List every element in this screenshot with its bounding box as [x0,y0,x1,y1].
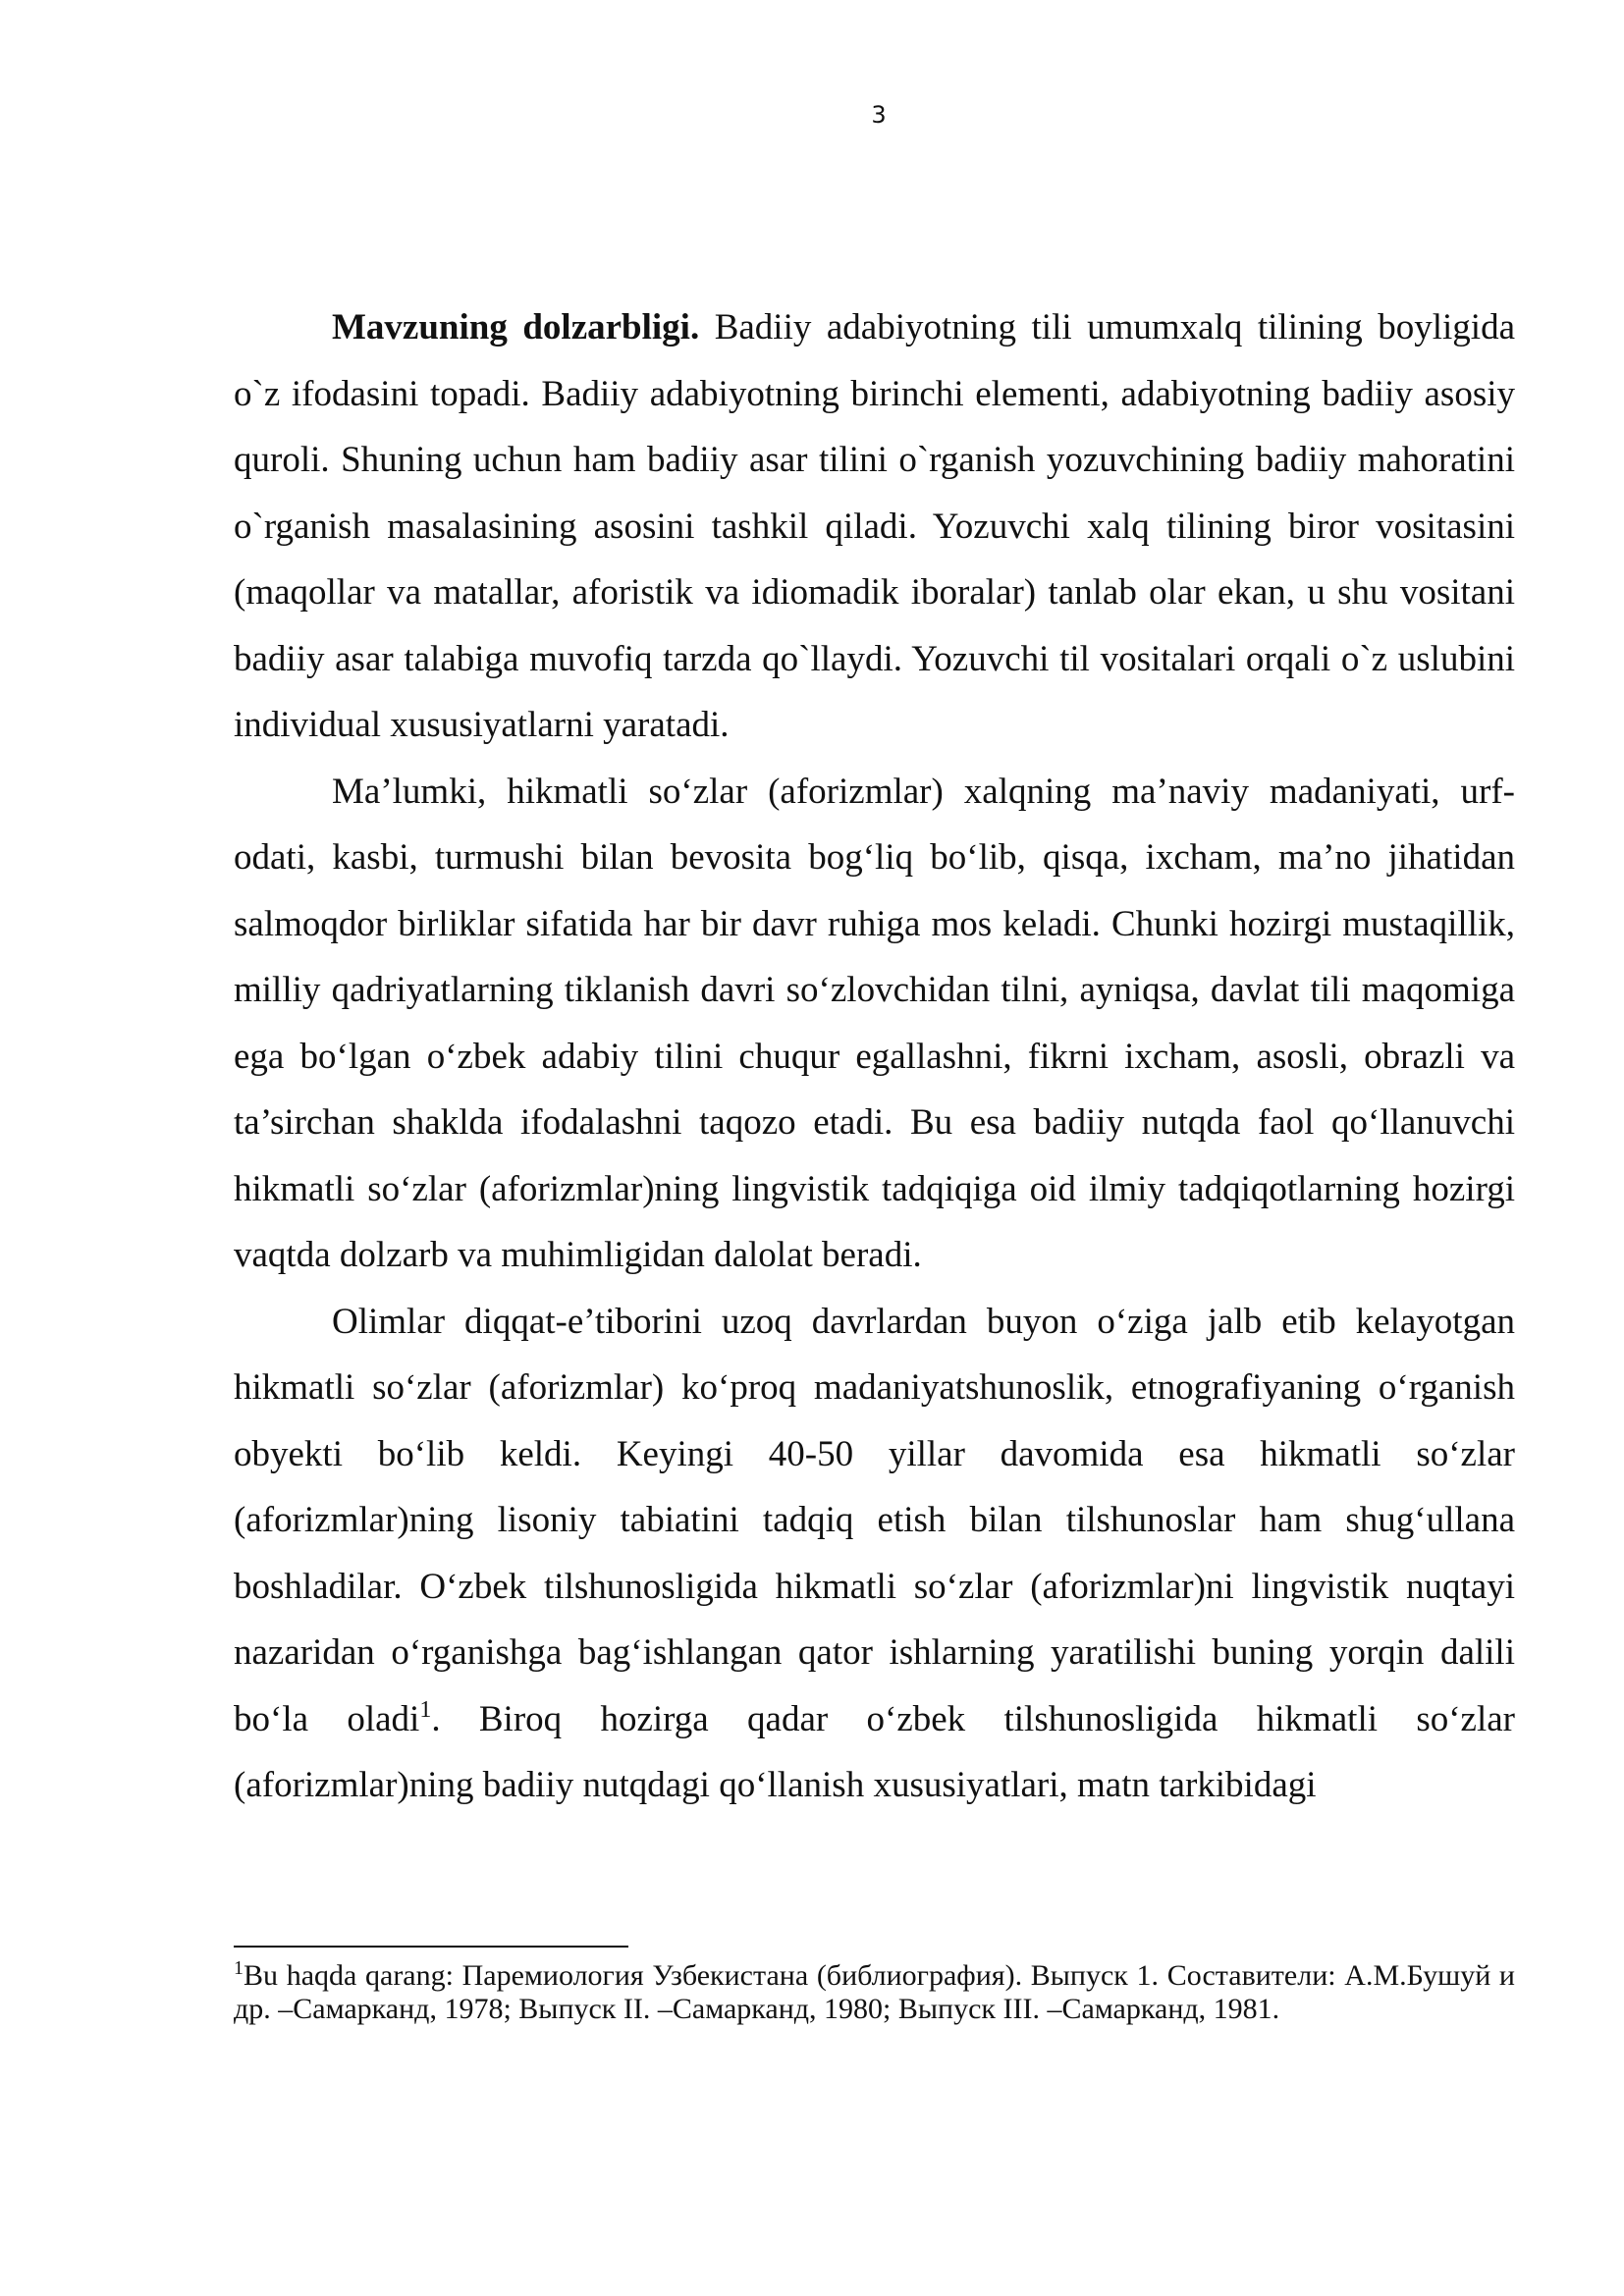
footnote [234,1959,1515,2026]
body-text [234,294,1515,1819]
paragraph-text: . Biroq hozirga qadar o‘zbek tilshunosligida hikmatli so‘zlar (aforizmlar)ning badiiy nutqdagi qo‘llanish xususiyatlari, matn tarkibidagi [234,1698,1515,1805]
paragraph-relevance [234,294,1515,759]
page-number: 3 [871,101,887,129]
footnote-mark: 1 [234,1957,244,1979]
paragraph-text: Ma’lumki, hikmatli so‘zlar (aforizmlar) xalqning ma’naviy madaniyati, urf-odati, kasbi, turmushi bilan bevosita bog‘liq bo‘lib, qisqa, ixcham, ma’no jihatidan salmoqdor birliklar sifatida har bir davr ruhiga mos keladi. Chunki hozirgi mustaqillik, milliy qadriyatlarning tiklanish davri so‘zlovchidan tilni, ayniqsa, davlat tili maqomiga ega bo‘lgan o‘zbek adabiy tilini chuqur egallashni, fikrni ixcham, asosli, obrazli va ta’sirchan shaklda ifodalashni taqozo etadi. Bu esa badiiy nutqda faol qo‘llanuvchi hikmatli so‘zlar (aforizmlar)ning lingvistik tadqiqiga oid ilmiy tadqiqotlarning hozirgi vaqtda dolzarb va muhimligidan dalolat beradi. [234,771,1515,1275]
footnote-reference[interactable]: 1 [419,1696,432,1723]
paragraph-text: Badiiy adabiyotning tili umumxalq tilining boyligida o`z ifodasini topadi. Badiiy adabiyotning birinchi elementi, adabiyotning badiiy asosiy quroli. Shuning uchun ham badiiy asar tilini o`rganish yozuvchining badiiy mahoratini o`rganish masalasining asosini tashkil qiladi. Yozuvchi xalq tilining biror vositasini (maqollar va matallar, aforistik va idiomadik iboralar) tanlab olar ekan, u shu vositani badiiy asar talabiga muvofiq tarzda qo`llaydi. Yozuvchi til vositalari orqali o`z uslubini individual xususiyatlarni yaratadi. [234,307,1515,745]
paragraph-text: Olimlar diqqat-e’tiborini uzoq davrlardan buyon o‘ziga jalb etib kelayotgan hikmatli so‘zlar (aforizmlar) ko‘proq madaniyatshunoslik, etnografiyaning o‘rganish obyekti bo‘lib keldi. Keyingi 40-50 yillar davomida esa hikmatli so‘zlar (aforizmlar)ning lisoniy tabiatini tadqiq etish bilan tilshunoslar ham shug‘ullana boshladilar. O‘zbek tilshunosligida hikmatli so‘zlar (aforizmlar)ni lingvistik nuqtayi nazaridan o‘rganishga bag‘ishlangan qator ishlarning yaratilishi buning yorqin dalili bo‘la oladi [234,1301,1515,1739]
footnote-separator [234,1946,628,1948]
paragraph-lead: Mavzuning dolzarbligi. [332,307,700,347]
footnote-text: Bu haqda qarang: Паремиология Узбекистана (библиография). Выпуск 1. Составители: А.М.Бушуй и др. –Самарканд, 1978; Выпуск II. –Самарканд, 1980; Выпуск III. –Самарканд, 1981. [234,1959,1515,2025]
paragraph-scholars [234,1289,1515,1819]
paragraph-aphorisms [234,759,1515,1289]
